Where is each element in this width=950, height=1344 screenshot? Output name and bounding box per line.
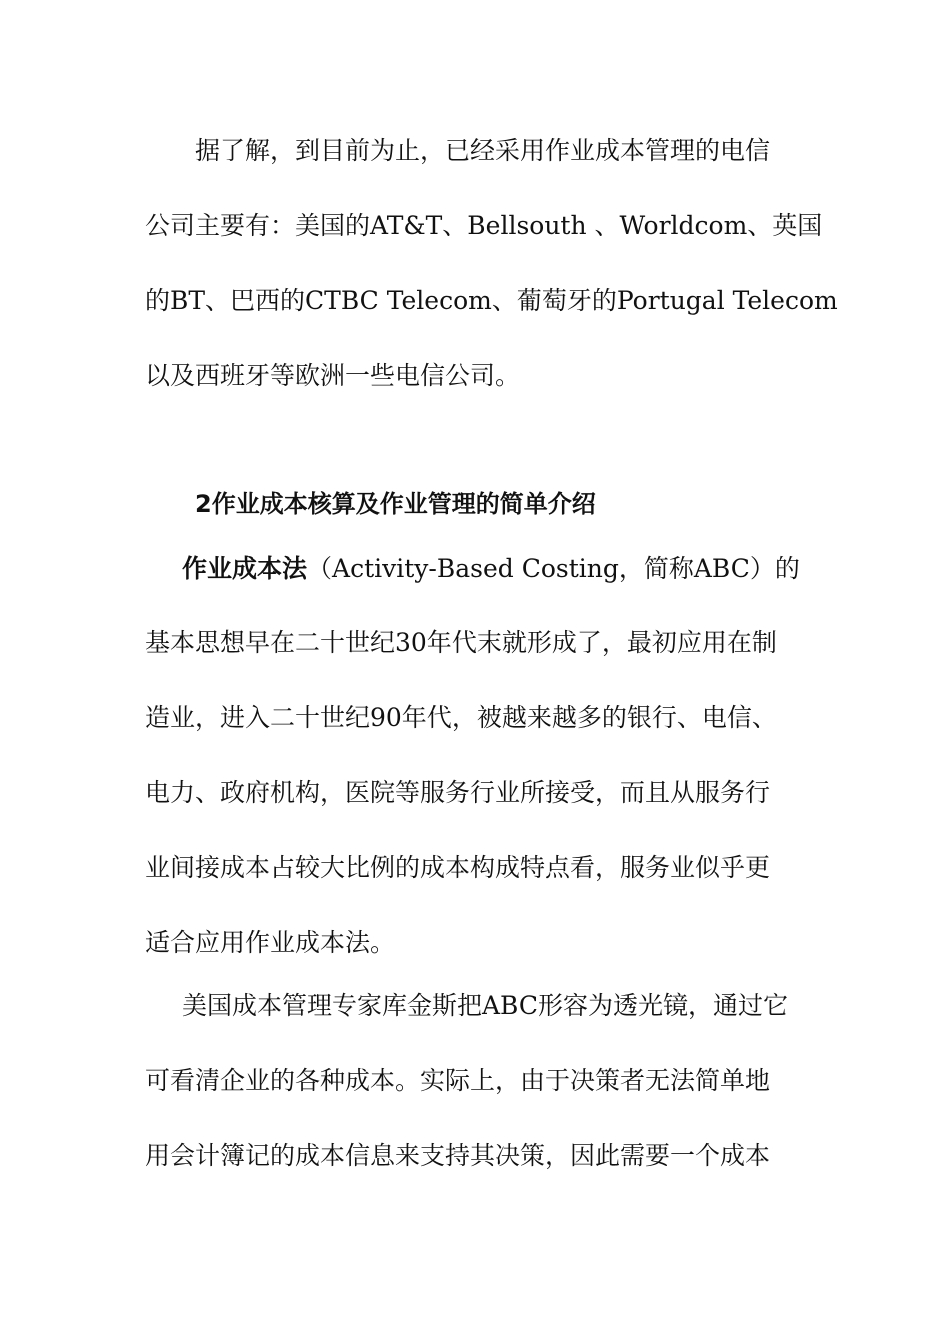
paragraph-2-line-1-rest: （Activity-Based Costing，简称ABC）的 bbox=[307, 554, 800, 583]
paragraph-2-line-2: 基本思想早在二十世纪30年代末就形成了，最初应用在制 bbox=[145, 628, 777, 657]
paragraph-1-line-2: 公司主要有：美国的AT&T、Bellsouth 、Worldcom、英国 bbox=[145, 211, 823, 240]
section-heading: 2作业成本核算及作业管理的简单介绍 bbox=[195, 490, 596, 518]
paragraph-2-line-6: 适合应用作业成本法。 bbox=[145, 928, 396, 957]
paragraph-2-line-3: 造业，进入二十世纪90年代，被越来越多的银行、电信、 bbox=[145, 703, 777, 732]
paragraph-2-line-4: 电力、政府机构，医院等服务行业所接受，而且从服务行 bbox=[145, 778, 771, 807]
paragraph-1-line-3: 的BT、巴西的CTBC Telecom、葡萄牙的Portugal Telecom bbox=[145, 286, 838, 315]
paragraph-1-line-4: 以及西班牙等欧洲一些电信公司。 bbox=[145, 361, 521, 390]
paragraph-3-line-2: 可看清企业的各种成本。实际上，由于决策者无法简单地 bbox=[145, 1066, 771, 1095]
paragraph-3-line-1: 美国成本管理专家库金斯把ABC形容为透光镜，通过它 bbox=[182, 991, 789, 1020]
term-abc: 作业成本法 bbox=[182, 554, 308, 583]
paragraph-2-line-1 bbox=[182, 551, 800, 587]
paragraph-3-line-3: 用会计簿记的成本信息来支持其决策，因此需要一个成本 bbox=[145, 1141, 771, 1170]
paragraph-2-line-5: 业间接成本占较大比例的成本构成特点看，服务业似乎更 bbox=[145, 853, 771, 882]
paragraph-1-line-1: 据了解，到目前为止，已经采用作业成本管理的电信 bbox=[195, 136, 771, 165]
